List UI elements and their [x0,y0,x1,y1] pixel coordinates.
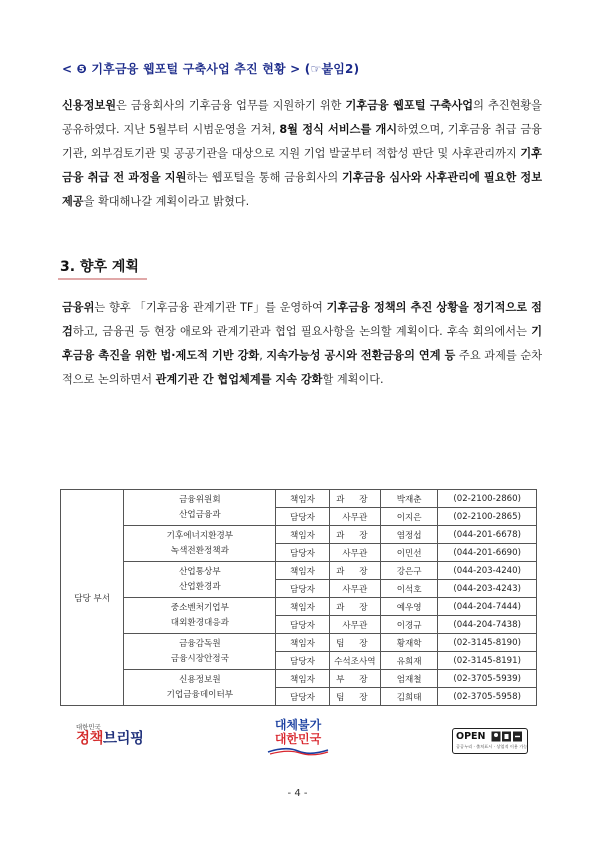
section-heading: 3. 향후 계획 [58,256,147,280]
logo-line: 대체불가 [274,718,322,732]
table-row [61,526,537,544]
role-cell: 책임자 [276,634,329,652]
table-row [61,670,537,688]
role-cell: 담당자 [276,616,329,634]
phone-cell: (02-3705-5958) [438,688,537,706]
phone-cell: (044-201-6690) [438,544,537,562]
attachment-reference: (☞붙임2) [304,62,360,76]
phone-cell: (044-204-7438) [438,616,537,634]
subheading-title: 기후금융 웹포털 구축사업 추진 현황 > [87,62,305,76]
role-cell: 책임자 [276,526,329,544]
emphasis: 관계기관 간 협업체계를 지속 강화 [155,373,323,386]
org-cell [124,634,276,670]
dept-label: 담당 부서 [61,490,124,706]
license-icons [491,731,523,742]
org-cell [124,562,276,598]
phone-cell: (044-201-6678) [438,526,537,544]
paragraph-portal-status [62,94,542,214]
text: 의 추진현황을 공유하였다. 지난 5월부터 시범운영을 거쳐, [62,99,542,136]
irreplaceable-korea-logo [256,718,340,758]
emphasis: 기후금융 심사와 사후관리에 필요한 정보 제공 [62,171,543,208]
role-cell: 담당자 [276,580,329,598]
name-cell: 이경규 [380,616,437,634]
role-cell: 책임자 [276,670,329,688]
name-cell: 이민선 [380,544,437,562]
text: 하는 웹포털을 통해 금융회사의 [186,171,342,184]
open-license-badge [452,728,528,754]
emphasis: 금융위 [62,301,95,314]
paragraph-future-plans [62,296,542,392]
table-row [61,598,537,616]
title-cell: 부 장 [329,670,380,688]
name-cell: 엄재철 [380,670,437,688]
org-division: 대외환경대응과 [170,617,229,628]
org-cell [124,490,276,526]
role-cell: 책임자 [276,490,329,508]
logo-caption: 대한민국 [76,723,101,731]
role-cell: 책임자 [276,562,329,580]
logo-line: 대한민국 [274,732,322,746]
role-cell: 담당자 [276,652,329,670]
org-division: 녹색전환정책과 [170,545,229,556]
name-cell: 박재춘 [380,490,437,508]
title-cell: 과 장 [329,526,380,544]
license-caption: 공공누리 · 출처표시 · 상업적 이용 가능 [456,744,528,749]
org-name: 금융위원회 [179,494,221,505]
org-name: 기후에너지환경부 [166,530,234,541]
text: 하고, 금융권 등 현장 애로와 관계기관과 협업 필요사항을 논의할 계획이다. 후속 회의에서는 [72,325,532,338]
title-cell: 팀 장 [329,634,380,652]
phone-cell: (044-204-7444) [438,598,537,616]
role-cell: 담당자 [276,688,329,706]
org-name: 중소벤처기업부 [170,602,229,613]
org-division: 기업금융데이터부 [166,689,234,700]
name-cell: 염정섭 [380,526,437,544]
org-cell [124,670,276,706]
phone-cell: (044-203-4240) [438,562,537,580]
emphasis: 기후금융 취급 전 과정을 지원 [62,147,542,184]
name-cell: 황재학 [380,634,437,652]
emphasis: 신용정보원 [62,99,117,112]
title-cell: 사무관 [329,580,380,598]
name-cell: 이석호 [380,580,437,598]
swoosh-icon [266,746,330,756]
contact-table [60,489,537,706]
logo-wordmark-part: 정책 [76,731,104,747]
name-cell: 예우영 [380,598,437,616]
table-row [61,634,537,652]
title-cell: 수석조사역 [329,652,380,670]
text: 은 금융회사의 기후금융 업무를 지원하기 위한 [116,99,346,112]
logo-wordmark-part: 브리핑 [103,731,144,747]
page-number: - 4 - [287,788,308,799]
title-cell: 사무관 [329,544,380,562]
org-division: 산업금융과 [179,509,221,520]
title-cell: 과 장 [329,562,380,580]
subheading-prefix: < [62,62,77,76]
phone-cell: (02-2100-2860) [438,490,537,508]
title-cell: 사무관 [329,616,380,634]
org-cell [124,598,276,634]
title-cell: 과 장 [329,490,380,508]
open-label: OPEN [456,731,486,742]
circled-number: ❺ [76,62,88,76]
org-division: 산업환경과 [179,581,221,592]
table-row [61,490,537,508]
text: 주요 과제를 순차적으로 논의하면서 [62,349,543,386]
text: 하였으며, 기후금융 취급 금융기관, 외부검토기관 및 공공기관을 대상으로 지원 기업 발굴부터 적합성 판단 및 사후관리까지 [62,123,542,160]
emphasis: 기후금융 웹포털 구축사업 [345,99,474,112]
title-cell: 사무관 [329,508,380,526]
text: 을 확대해나갈 계획이라고 밝혔다. [83,195,250,208]
org-name: 산업통상부 [179,566,221,577]
org-name: 금융감독원 [179,638,221,649]
name-cell: 강은구 [380,562,437,580]
phone-cell: (02-2100-2865) [438,508,537,526]
org-division: 금융시장안정국 [170,653,229,664]
emphasis: 8월 정식 서비스를 개시 [279,123,398,136]
org-cell [124,526,276,562]
phone-cell: (02-3145-8191) [438,652,537,670]
emphasis: 기후금융 촉진을 위한 법·제도적 기반 강화 [62,325,542,362]
role-cell: 책임자 [276,598,329,616]
title-cell: 과 장 [329,598,380,616]
name-cell: 김희태 [380,688,437,706]
title-cell: 팀 장 [329,688,380,706]
subsection-heading [62,60,542,77]
table-row [61,562,537,580]
logo-wordmark [76,731,150,747]
text: 는 향후 「기후금융 관계기관 TF」를 운영하여 [94,301,327,314]
phone-cell: (02-3145-8190) [438,634,537,652]
name-cell: 유희재 [380,652,437,670]
text: , [259,349,267,362]
phone-cell: (02-3705-5939) [438,670,537,688]
org-name: 신용정보원 [179,674,221,685]
policy-briefing-logo [76,722,150,752]
text: 할 계획이다. [322,373,384,386]
name-cell: 이지은 [380,508,437,526]
emphasis: 기후금융 정책의 추진 상황을 정기적으로 점검 [62,301,542,338]
role-cell: 담당자 [276,544,329,562]
emphasis: 지속가능성 공시와 전환금융의 연계 등 [266,349,456,362]
phone-cell: (044-203-4243) [438,580,537,598]
role-cell: 담당자 [276,508,329,526]
